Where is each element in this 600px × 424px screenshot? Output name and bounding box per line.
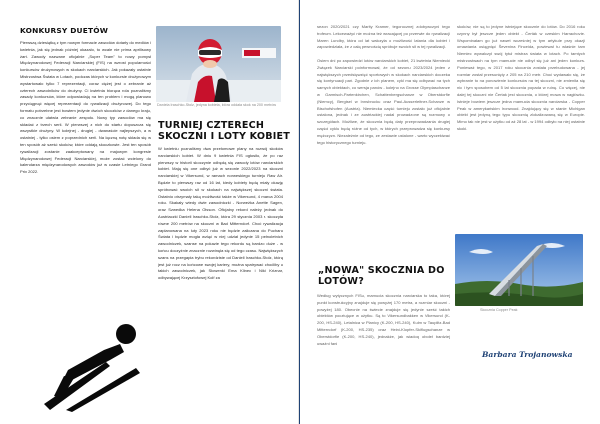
author-signature: Barbara Trojanowska (482, 350, 573, 359)
article1-body: Pierwszą dziesiątką z tym nowym formacie zawodów dotarły do mediów i kwietnia, jak się jednak później okazało, to wcale nie prima aprilisowy żart. Zawody nazwane oficjalnie „Super Team" to nowy pomysł Międzynarodowej Federacji Narciarskiej (FIS) na wzrost popularności konkursów drużynowych w skokach narciarskich. Jak pokazały ostatnie Mistrzostwa Świata w Lotach, podczas których w konkursie drużynowym wystartowało tylko 7 reprezentacji, coraz ciężej jest o zebranie aż czterech zawodników do drużyny. Ci kwietnia biorąca rola poznaliśmy zasady konkursów, które odpowiadają na ten problem i mogą planowo przyciągnąć więcej reprezentacji do rywalizacji drużynowej. Do tego formatu potrzebne jest bowiem jedynie dwóch skoczków z danego kraju, co znacznie ułatwia zebranie zespołu. Nowy typ zawodów ma się składać z trzech serii. W pierwszej z nich do startu dopuszcza się wszystkie drużyny. W kolejnej - drugiej - dwanaście najlepszych, a w ostatniej - tylko osiem z poprzednich serii. Na łączną notę składa się w ten sposób aż sześć skoków, które oddają skoczkowie. Jest ten sposób rywalizacji zostanie zaakceptowany na majowym kongresie Międzynarodowej Federacji Narciarskiej, może zostać wcielony do kalendarza międzynarodowych zawodów już w czasie Letniego Grand Prix 2022. (20, 40, 151, 175)
article3-title-line1: „NOWA" SKOCZNIA DO (318, 265, 445, 276)
article2-body: W kwietniu poznaliśmy dwa przełomowe plany na rozwój skoków narciarskich kobiet. W dniu 9 kwietnia FIS ogłosiło, że po raz pierwszy w historii skoczynie odbędą się zawody lotów narciarskich kobiet. Mają się one odbyć już w sezonie 2022/2023 na skoczni narciarskiej w Vikersund, w ramach norweskiego turnieju Raw Air. Będzie to pierwszy raz od 16 lat, kiedy kobiety będą miały okazję spróbować swoich sił w skokach na największej skoczni świata. Ostatnio otrzymały taką możliwość także w Vikersund, 4 marca 2004 roku. Skakały wtedy dwie zawodniczki - Norweżka Anette Sagen, oraz Szwedka Helena Olsson. Oficjalny rekord należy jednak do Austriaczki Danieli Iraschko-Stolz, która 29 stycznia 2003 r. skoczyła równe 200 metrów na skoczni w Bad Mitterndorf. Choć rywalizacja zaplanowana na luty 2023 roku nie będzie zaliczana do Pucharu Świata i będzie mogła wziąć w niej udział jedynie 15 pełnoletnich zawodniczek, szanse na pokazie tego rekordu są bardzo duże - w końcu doczyźnie znacznie rozwinęła się od tego czasu. Największych szans na przegapia trybu rekordziste od Danieli Iraschko-Stolz, którą jest już rocz na końcowe swojej kariery, można spatrywać choćliby u takich zawodniczek, jak Słowenki Ema Klinec i Niki Kriznar, odbywającej Krzysztofowej Kolf za (158, 146, 283, 281)
jumper-portrait-photo (156, 26, 281, 102)
left-page (0, 0, 299, 424)
article1-column (20, 40, 151, 312)
article2-title-line2: SKOCZNI I LOTY KOBIET (158, 130, 291, 142)
article1-title: KONKURSY DUETÓW (20, 26, 109, 35)
article3-title-line2: LOTÓW? (318, 275, 364, 287)
right-column1-body: sezon 2020/2021 czy Marity Kramer, tegorocznej zdobywczyni tego trofeum. Lekceważyć nie można też wracającej po przerwie do rywalizacji Maren Lundby, która od lat walczyła o możliwość latania dla kobiet i zapowiedziała, że z całą pewnością spróbuje swoich sił w tej rywalizacji. Osiem dni po zapowiedzi lotów narciarskich kobiet, 21 kwietnia Niemiecki Związek Narciarski poinformował, że od sezonu 2023/2024 jeden z największych przedsięwzięć sportowych w skokach narciarskich doczeka się kontynuacji pań. Zgodnie z ich planem, cykl ma się odbywać na tych samych obiektach, co wersja panów - kolejno na Grosse Olympiaschanze w Garmisch-Partenkirchen, Schattenbergschanze w Oberstdorfie (Niemcy), Bergisel w Innsbrucku oraz Paul-Ausserleitner-Schanze w Bischofshofen (Austria). Niemiecka część turnieju zostało już oficjalnie ustalona, jednak i ze austriackiej nadal prowadzone są rozmowy o szczegółach. Możliwe, że skocznia będą daty przeprowadzania drugiej części cyklu będą różne od tych, w których przeprowadza się konkursy mężczyzn. Niezależnie od tego, ze zestawie ustalone - warto wyczekiwać tego historycznego turnieju. (317, 24, 450, 145)
article3-column (317, 293, 450, 419)
right-column1 (317, 24, 450, 252)
ski-jumper-silhouette-icon (44, 316, 146, 412)
right-column2-body: skoków, nie są to jedyne istniejące skocznie do lotów. Do 2016 roku czynny był jeszcze jeden obiekt - Čerták w czeskim Harrachovie. Wspominałam go już nawet wcześniej w tym artykule przy okazji omawiania osiągnięć Ševenina Finceida, powiewał tu właśnie tam Niemiec wywalczył swój tytuł mistrza świata w lotach. Po tamtych mistrzostwach na tym mamucie nie odbył się już ani jeden konkurs. Ponieważ tego, w 2017 roku skocznia została przebudowana - jej rozmiar został przesunięty z 205 na 210 metr. Choć wydawało się, że wybranie to na ponowienie konkursów na tej skoczni, nie zmieniła się nic i tym sposobem od 5 lat skocznia popada w ruinę. Co więcej, nie dalej tej skoczni nie Čertak jest skocznia, o której mowa w nagłówku. Istnieje bowiem jeszcze jedna mamucia skocznia narciarska - Copper Peak w amerykańskim Ironwood. Znajdujący się w stanie Michigan obiekt jest jedyną tego typu skocznią zlokalizowaną się w Europie. Mimo tak nie jest w użytku od aż 28 lat - w 1994 odbyło na niej ostatnie skoki. (457, 24, 585, 131)
copper-peak-caption: Skocznia Copper Peak (480, 308, 518, 312)
article3-body: Według wytycznych FISu, mamucia skocznia narciarska to taka, której punkt konstrukcyjny znajduje się powyżej 170 metra, a rozmiar skoczni - powyżej 180. Obecnie na świecie znajduje się jedynie sześć takich obiektów pocztujące w użytku. Są to Vikersundbakken w Vikersund (K-200, HS-240), Letalnica w Planicy (K-200, HS-240), Kulm w Tauplitz-Bad Mitterndorf (K-200, HS-235) oraz Heini-Klopfer-Skiflugschanze w Oberstdorfie (K-200, HS-240), jednakże, jak wiadoq oboleł bardziej uważni fani (317, 293, 450, 346)
article2-title-line1: TURNIEJ CZTERECH (158, 120, 265, 131)
right-column2 (457, 24, 585, 226)
article3-title (318, 266, 452, 287)
copper-peak-illustration (455, 234, 583, 306)
article2-title (158, 121, 292, 142)
jumper-portrait-illustration (156, 26, 281, 102)
article2-column (158, 146, 283, 416)
portrait-photo-caption: Daniela Iraschko-Stolz, jedyna kobieta, która oddała skok na 200 metrów (157, 103, 277, 107)
right-page (300, 0, 600, 424)
copper-peak-photo (455, 234, 583, 306)
